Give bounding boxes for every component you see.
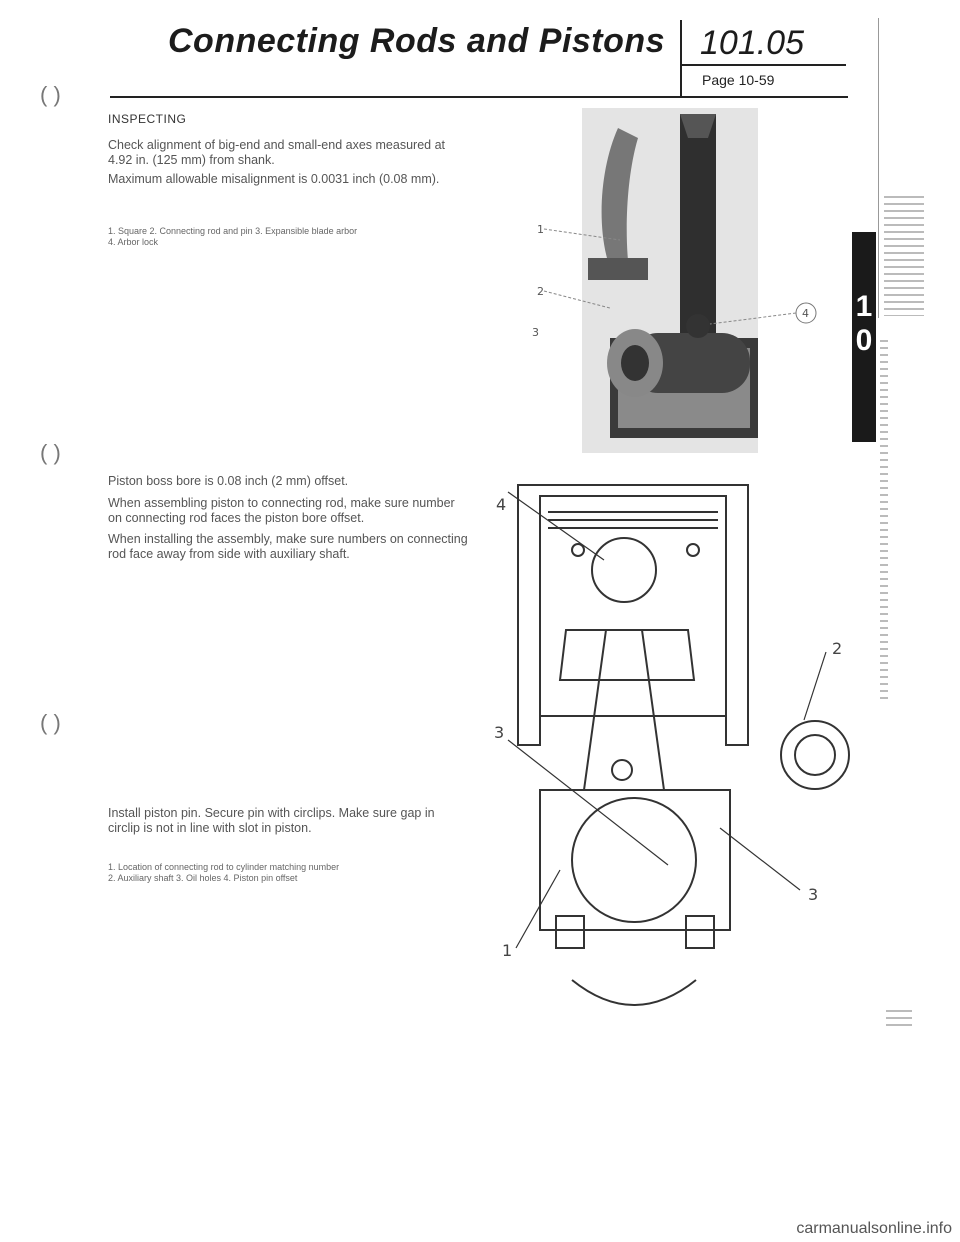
page-number: Page 10-59 <box>702 72 775 88</box>
tab-digit: 1 <box>855 290 873 323</box>
section-number: 101.05 <box>700 24 804 62</box>
callout-1: 1 <box>502 941 513 960</box>
binder-hole-mark: ( ) <box>40 82 61 107</box>
rod-bolt <box>556 916 584 948</box>
callout-2: 2 <box>537 285 544 298</box>
margin-scribble <box>884 196 924 316</box>
rod-oil-hole <box>612 760 632 780</box>
margin-scribble <box>880 340 888 700</box>
paragraph: Maximum allowable misalignment is 0.0031 inch (0.08 mm). <box>108 172 440 186</box>
paragraph: Check alignment of big-end and small-end axes measured at 4.92 in. (125 mm) from shank. <box>108 138 445 167</box>
callout-4: 4 <box>496 495 507 514</box>
page-title: Connecting Rods and Pistons <box>168 22 666 60</box>
big-end <box>540 790 730 930</box>
arbor-lock <box>686 314 710 338</box>
figure-caption: 2. Auxiliary shaft 3. Oil holes 4. Piston pin offset <box>108 873 298 883</box>
leader-line <box>516 870 560 948</box>
section-underline <box>682 64 846 66</box>
callout-2: 2 <box>832 639 843 658</box>
leader-line <box>720 828 800 890</box>
title-divider <box>680 20 682 98</box>
big-end-bore <box>572 798 696 922</box>
binder-hole-mark: ( ) <box>40 440 61 465</box>
leader-line <box>804 652 826 720</box>
tab-digit: 0 <box>855 324 873 357</box>
section-heading: INSPECTING <box>108 112 187 126</box>
paragraph: When installing the assembly, make sure numbers on connecting rod face away from side with auxiliary shaft. <box>108 532 468 561</box>
paragraph: Install piston pin. Secure pin with circlips. Make sure gap in circlip is not in line with slot in piston. <box>108 806 435 835</box>
arbor-bore <box>621 345 649 381</box>
callout-3: 3 <box>494 723 505 742</box>
rotation-arrow <box>572 980 696 1005</box>
auxiliary-shaft <box>781 721 849 789</box>
callout-3: 3 <box>532 326 539 339</box>
right-margin-line <box>878 18 879 318</box>
piston-rod-section-drawing <box>488 470 858 1025</box>
section-tab <box>852 232 876 442</box>
piston-pin <box>588 258 648 280</box>
paragraph: When assembling piston to connecting rod, make sure number on connecting rod faces the piston bore offset. <box>108 496 455 525</box>
callout-1: 1 <box>537 223 544 236</box>
binder-hole-mark: ( ) <box>40 710 61 735</box>
callout-3: 3 <box>808 885 819 904</box>
watermark: carmanualsonline.info <box>796 1220 952 1237</box>
callout-4: 4 <box>802 307 809 320</box>
header-rule <box>110 96 848 98</box>
rod-bolt <box>686 916 714 948</box>
paragraph: Piston boss bore is 0.08 inch (2 mm) offset. <box>108 474 349 488</box>
figure-caption: 4. Arbor lock <box>108 237 159 247</box>
figure-caption: 1. Location of connecting rod to cylinder matching number <box>108 862 340 872</box>
margin-scribble <box>886 1010 912 1028</box>
alignment-fixture-illustration <box>500 108 850 453</box>
auxiliary-shaft-core <box>795 735 835 775</box>
figure-caption: 1. Square 2. Connecting rod and pin 3. Expansible blade arbor <box>108 226 358 236</box>
